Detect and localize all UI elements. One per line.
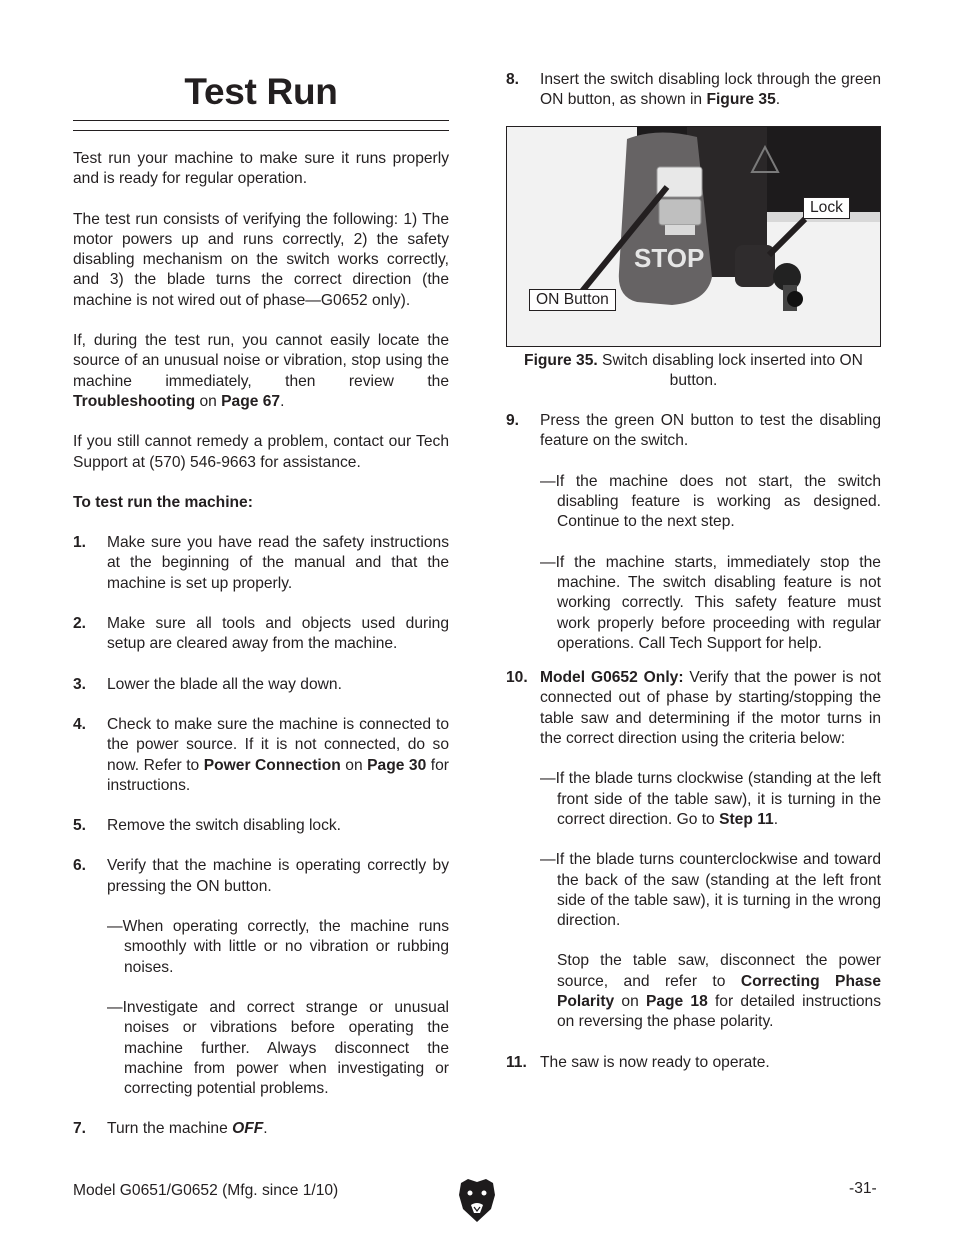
- footer-model: Model G0651/G0652 (Mfg. since 1/10): [73, 1182, 339, 1199]
- power-connection-ref: Power Connection: [203, 756, 341, 774]
- step-11: 11. The saw is now ready to operate.: [506, 1053, 770, 1071]
- step-6-note-2: —Investigate and correct strange or unusual noises or vibrations before operating the machine further. Always disconnect the machine from power when investigating or correcting potential problems.: [107, 998, 449, 1098]
- right-column: [506, 70, 881, 1073]
- step-9: 9. Press the green ON button to test the disabling feature on the switch.: [506, 412, 881, 450]
- page-18-ref: Page 18: [645, 993, 708, 1011]
- step-10-note-3: Stop the table saw, disconnect the power source, and refer to Correcting Phase Polarity on Page 18 for detailed instructions on reversing the phase polarity.: [557, 952, 882, 1031]
- step-9-note-1: —If the machine does not start, the switch disabling feature is working as designed. Continue to the next step.: [540, 472, 881, 531]
- stop-text: STOP: [634, 242, 705, 273]
- step-9-note-2: —If the machine starts, immediately stop the machine. The switch disabling feature is not working correctly. This safety feature must work properly before proceeding with regular operations. Call Tech Support for help.: [540, 553, 881, 652]
- step-10-note-1: —If the blade turns clockwise (standing at the left front side of the table saw), it is turning in the correct direction. Go to Step 11.: [540, 770, 881, 828]
- title-rules: [73, 120, 449, 131]
- correcting-phase-polarity-ref: Correcting Phase Polarity: [557, 972, 881, 1011]
- step-5: 5. Remove the switch disabling lock.: [73, 817, 342, 835]
- figure-35-photo: [506, 126, 881, 347]
- step-6: 6. Verify that the machine is operating correctly by pressing the ON button.: [73, 857, 449, 895]
- figure-35-ref: Figure 35: [706, 91, 776, 109]
- step-6-note-1: —When operating correctly, the machine runs smoothly with little or no vibration or rubbing noises.: [107, 918, 449, 976]
- tech-support-paragraph: If you still cannot remedy a problem, contact our Tech Support at (570) 546-9663 for assistance.: [73, 433, 449, 471]
- unusual-noise-paragraph: If, during the test run, you cannot easily locate the source of an unusual noise or vibration, stop using the machine immediately, then review the Troubleshooting on Page 67.: [73, 332, 449, 410]
- step-2: 2. Make sure all tools and objects used during setup are cleared away from the machine.: [73, 615, 449, 653]
- on-button-callout-label: ON Button: [529, 289, 616, 311]
- step-11-ref: Step 11: [719, 810, 774, 828]
- figure-35-caption: Figure 35. Switch disabling lock inserted into ON button.: [524, 351, 863, 389]
- footer-page-number: -31-: [849, 1180, 877, 1197]
- step-10: 10. Model G0652 Only: Verify that the power is not connected out of phase by starting/stopping the table saw and determining if the motor turns in the correct direction using the criteria below:: [506, 669, 881, 748]
- step-3: 3. Lower the blade all the way down.: [73, 675, 342, 693]
- page-title: Test Run: [184, 71, 338, 112]
- test-run-consists-paragraph: The test run consists of verifying the following: 1) The motor powers up and runs correctly, 2) the safety disabling mechanism on the switch works correctly, and 3) the blade turns the correct direction (the machine is not wired out of phase—G0652 only).: [73, 210, 449, 309]
- page-30-ref: Page 30: [367, 756, 427, 774]
- off-emphasis: OFF: [232, 1120, 264, 1138]
- troubleshooting-ref: Troubleshooting: [73, 392, 196, 410]
- lock-callout-label: Lock: [803, 197, 850, 219]
- step-7: 7. Turn the machine OFF.: [73, 1120, 268, 1138]
- left-column: [73, 72, 449, 1140]
- step-8: 8. Insert the switch disabling lock through the green ON button, as shown in Figure 35.: [506, 71, 881, 109]
- switch-lock-illustration: [507, 127, 881, 347]
- step-1: 1. Make sure you have read the safety instructions at the beginning of the manual and that the machine is set up properly.: [73, 534, 449, 592]
- page-67-ref: Page 67: [221, 392, 281, 410]
- intro-paragraph: Test run your machine to make sure it runs properly and is ready for regular operation.: [73, 150, 449, 188]
- step-4: 4. Check to make sure the machine is connected to the power source. If it is not connected, do so now. Refer to Power Connection on Page 30 for instructions.: [73, 715, 449, 794]
- procedure-heading: To test run the machine:: [73, 493, 253, 511]
- step-10-note-2: —If the blade turns counterclockwise and toward the back of the saw (standing at the left front side of the table saw), it is turning in the wrong direction.: [540, 851, 881, 930]
- grizzly-bear-logo-icon: [458, 1177, 496, 1223]
